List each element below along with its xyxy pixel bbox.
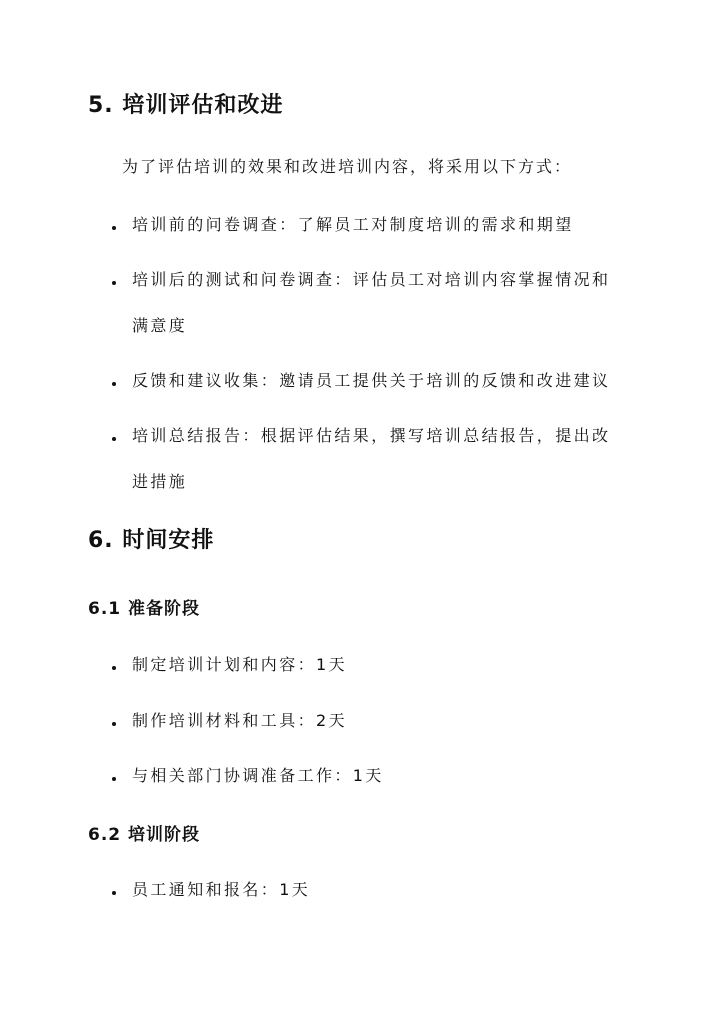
list-item: 培训前的问卷调查：了解员工对制度培训的需求和期望 xyxy=(132,215,574,234)
bullet-icon xyxy=(112,281,116,285)
bullet-icon xyxy=(112,226,116,230)
bullet-icon xyxy=(112,777,116,781)
list-item: 培训后的测试和问卷调查：评估员工对培训内容掌握情况和 xyxy=(132,270,611,289)
list-item: 制定培训计划和内容：1天 xyxy=(132,655,347,674)
list-item: 制作培训材料和工具：2天 xyxy=(132,711,347,730)
bullet-icon xyxy=(112,722,116,726)
bullet-icon xyxy=(112,666,116,670)
list-item: 员工通知和报名：1天 xyxy=(132,880,311,899)
bullet-icon xyxy=(112,437,116,441)
section-5-intro: 为了评估培训的效果和改进培训内容，将采用以下方式： xyxy=(122,157,573,176)
list-item: 与相关部门协调准备工作：1天 xyxy=(132,766,384,785)
list-item: 培训总结报告：根据评估结果，撰写培训总结报告，提出改 xyxy=(132,426,611,445)
list-item: 反馈和建议收集：邀请员工提供关于培训的反馈和改进建议 xyxy=(132,371,611,390)
section-5-heading: 5. 培训评估和改进 xyxy=(88,93,284,118)
list-item-continuation: 进措施 xyxy=(132,472,188,491)
bullet-icon xyxy=(112,891,116,895)
subsection-6-1-heading: 6.1 准备阶段 xyxy=(88,599,201,619)
bullet-icon xyxy=(112,382,116,386)
list-item-continuation: 满意度 xyxy=(132,316,188,335)
subsection-6-2-heading: 6.2 培训阶段 xyxy=(88,825,201,845)
section-6-heading: 6. 时间安排 xyxy=(88,528,215,553)
